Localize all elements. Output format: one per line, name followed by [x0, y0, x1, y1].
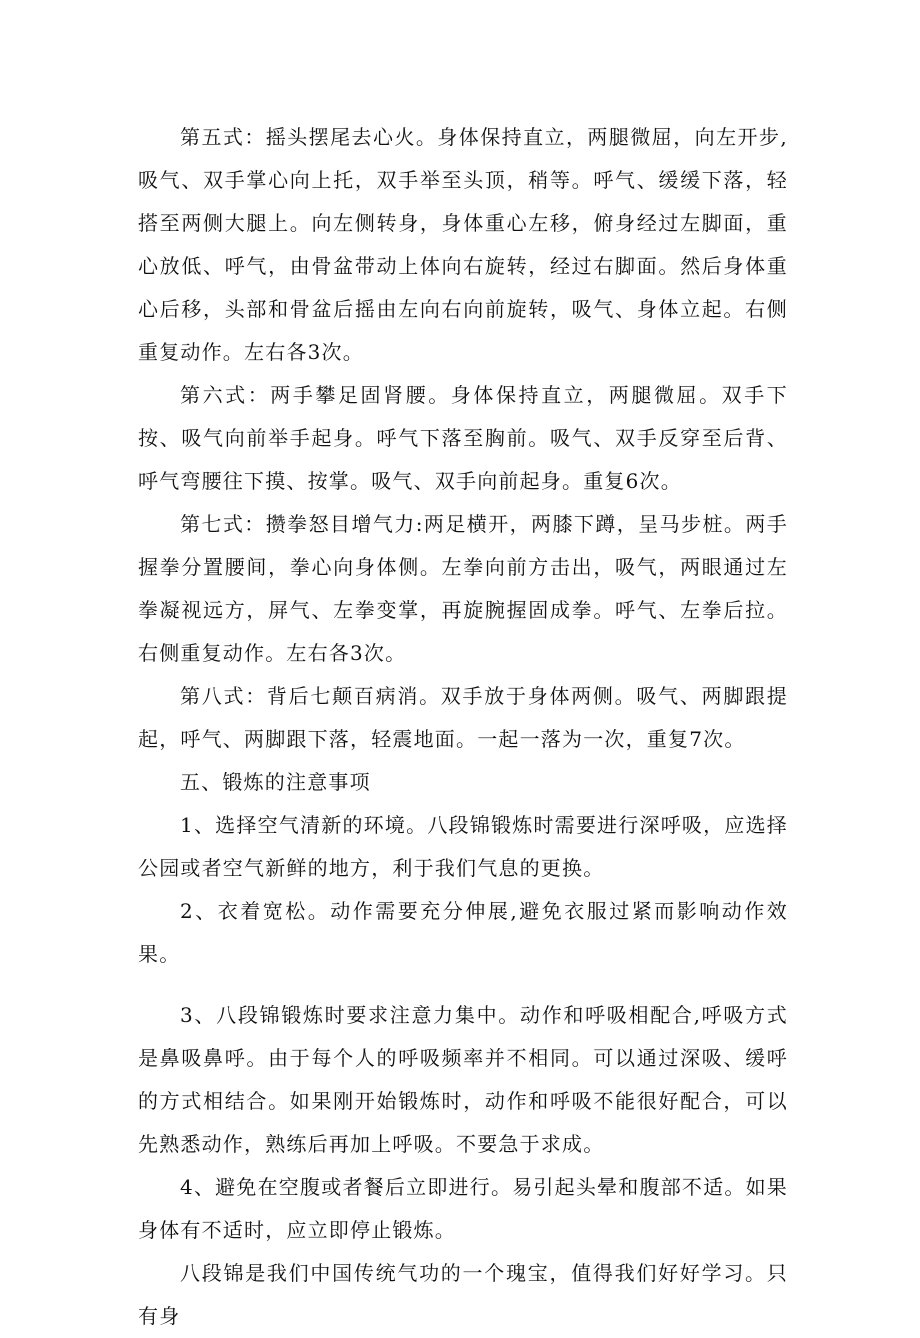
list-item-environment: 1、选择空气清新的环境。八段锦锻炼时需要进行深呼吸，应选择公园或者空气新鲜的地方，利于我们气息的更换。	[138, 813, 788, 880]
paragraph-conclusion: 八段锦是我们中国传统气功的一个瑰宝，值得我们好好学习。只有身	[138, 1261, 788, 1328]
paragraph-sixth-form: 第六式：两手攀足固肾腰。身体保持直立，两腿微屈。双手下按、吸气向前举手起身。呼气下落至胸前。吸气、双手反穿至后背、呼气弯腰往下摸、按掌。吸气、双手向前起身。重复6次。	[138, 383, 788, 493]
list-item-concentration: 3、八段锦锻炼时要求注意力集中。动作和呼吸相配合,呼吸方式是鼻吸鼻呼。由于每个人的呼吸频率并不相同。可以通过深吸、缓呼的方式相结合。如果刚开始锻炼时，动作和呼吸不能很好配合，可以先熟悉动作，熟练后再加上呼吸。不要急于求成。	[138, 1003, 788, 1156]
paragraph-eighth-form: 第八式：背后七颠百病消。双手放于身体两侧。吸气、两脚跟提起，呼气、两脚跟下落，轻震地面。一起一落为一次，重复7次。	[138, 684, 788, 751]
list-item-clothing: 2、衣着宽松。动作需要充分伸展,避免衣服过紧而影响动作效果。	[138, 899, 788, 966]
paragraph-seventh-form: 第七式：攒拳怒目增气力:两足横开，两膝下蹲，呈马步桩。两手握拳分置腰间，拳心向身体侧。左拳向前方击出，吸气，两眼通过左拳凝视远方，屏气、左拳变掌，再旋腕握固成拳。呼气、左拳后拉。右侧重复动作。左右各3次。	[138, 512, 788, 665]
paragraph-fifth-form: 第五式：摇头摆尾去心火。身体保持直立，两腿微屈，向左开步,吸气、双手掌心向上托，双手举至头顶，稍等。呼气、缓缓下落，轻搭至两侧大腿上。向左侧转身，身体重心左移，俯身经过左脚面，重心放低、呼气，由骨盆带动上体向右旋转，经过右脚面。然后身体重心后移，头部和骨盆后摇由左向右向前旋转，吸气、身体立起。右侧重复动作。左右各3次。	[138, 125, 788, 364]
list-item-timing: 4、避免在空腹或者餐后立即进行。易引起头晕和腹部不适。如果身体有不适时，应立即停止锻炼。	[138, 1175, 788, 1242]
paragraph-gap	[138, 976, 788, 994]
section-heading-precautions: 五、锻炼的注意事项	[180, 770, 371, 794]
document-body	[138, 116, 788, 1338]
